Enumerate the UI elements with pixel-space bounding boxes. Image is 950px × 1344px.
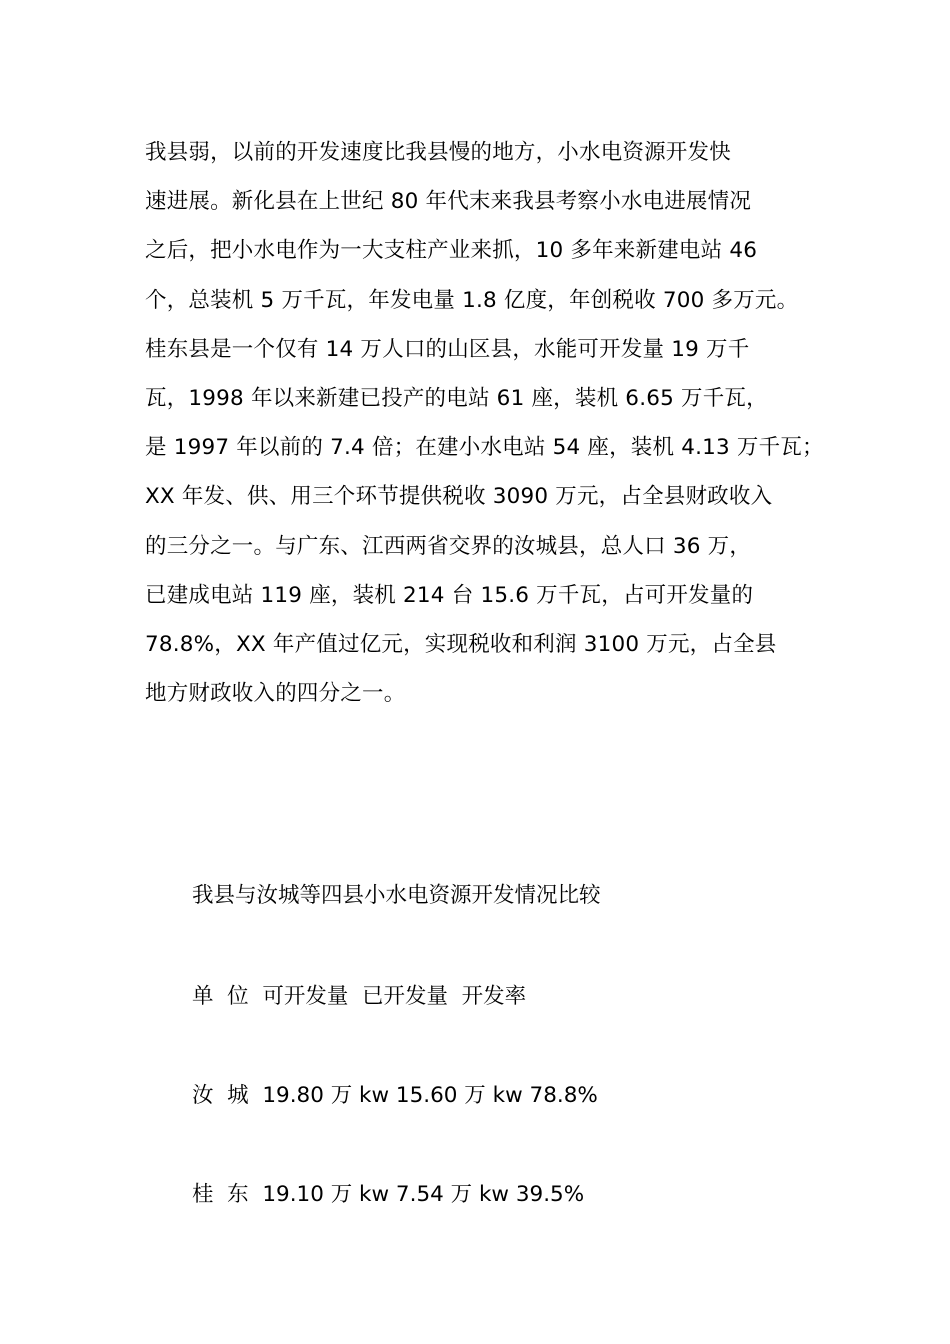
table-header-row: 单 位 可开发量 已开发量 开发率: [192, 984, 527, 1009]
paragraph-line: 个，总装机 5 万千瓦，年发电量 1.8 亿度，年创税收 700 多万元。: [145, 287, 799, 313]
paragraph-line: 我县弱，以前的开发速度比我县慢的地方，小水电资源开发快: [145, 140, 731, 165]
paragraph-line: 速进展。新化县在上世纪 80 年代末来我县考察小水电进展情况: [145, 189, 752, 215]
paragraph-line: 地方财政收入的四分之一。: [145, 681, 406, 707]
paragraph-line: XX 年发、供、用三个环节提供税收 3090 万元，占全县财政收入: [145, 484, 773, 510]
paragraph-line: 已建成电站 119 座，装机 214 台 15.6 万千瓦，占可开发量的: [145, 582, 754, 608]
table-row: 桂 东 19.10 万 kw 7.54 万 kw 39.5%: [192, 1182, 585, 1207]
table-title: 我县与汝城等四县小水电资源开发情况比较: [192, 883, 601, 908]
paragraph-line: 桂东县是一个仅有 14 万人口的山区县，水能可开发量 19 万千: [145, 336, 750, 362]
paragraph-line: 的三分之一。与广东、江西两省交界的汝城县，总人口 36 万，: [145, 533, 752, 559]
body-paragraph: [145, 128, 825, 718]
paragraph-line: 瓦，1998 年以来新建已投产的电站 61 座，装机 6.65 万千瓦，: [145, 385, 768, 411]
paragraph-line: 78.8%，XX 年产值过亿元，实现税收和利润 3100 万元，占全县: [145, 631, 777, 657]
paragraph-line: 之后，把小水电作为一大支柱产业来抓，10 多年来新建电站 46: [145, 238, 758, 264]
table-row: 汝 城 19.80 万 kw 15.60 万 kw 78.8%: [192, 1083, 598, 1108]
paragraph-line: 是 1997 年以前的 7.4 倍；在建小水电站 54 座，装机 4.13 万千瓦；: [145, 435, 824, 461]
